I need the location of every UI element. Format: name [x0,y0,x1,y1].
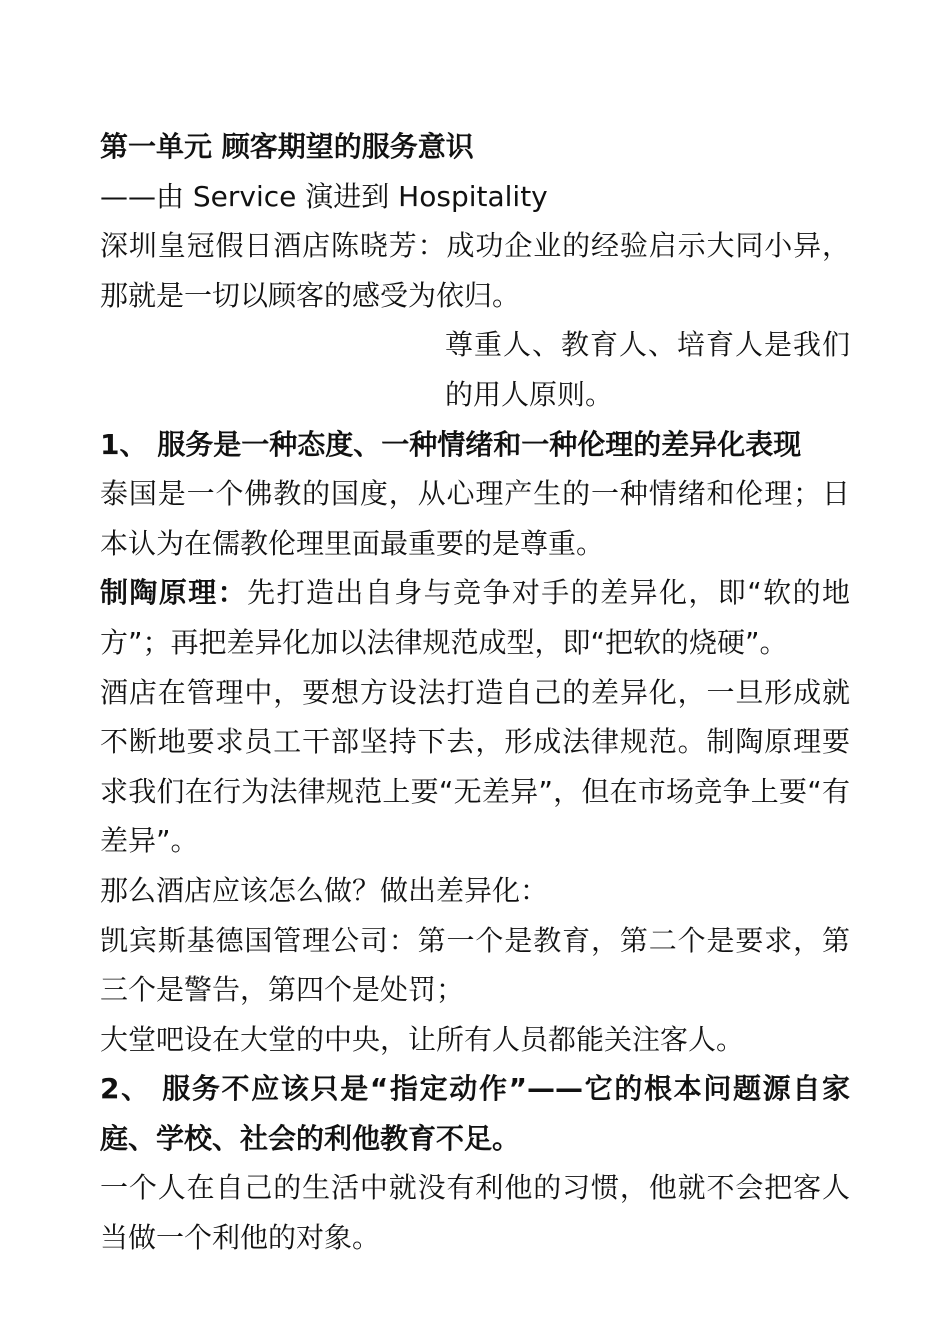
ceramic-principle-text: 先打造出自身与竞争对手的差异化，即“软的地方”；再把差异化加以法律规范成型，即“把软的烧硬”。 [100,576,850,659]
ceramic-principle-paragraph [100,568,850,667]
lobby-paragraph: 大堂吧设在大堂的中央，让所有人员都能关注客人。 [100,1022,745,1056]
document-page [100,122,850,1263]
section-2-heading: 2、 服务不应该只是“指定动作”——它的根本问题源自家庭、学校、社会的利他教育不足。 [100,1072,850,1155]
quote-paragraph: 深圳皇冠假日酒店陈晓芳：成功企业的经验启示大同小异，那就是一切以顾客的感受为依归。 [100,229,850,312]
section-1-paragraph: 泰国是一个佛教的国度，从心理产生的一种情绪和伦理；日本认为在儒教伦理里面最重要的是尊重。 [100,477,850,560]
section-1-heading: 1、 服务是一种态度、一种情绪和一种伦理的差异化表现 [100,427,802,461]
kempinski-paragraph: 凯宾斯基德国管理公司：第一个是教育，第二个是要求，第三个是警告，第四个是处罚； [100,923,850,1007]
section-2-paragraph: 一个人在自己的生活中就没有利他的习惯，他就不会把客人当做一个利他的对象。 [100,1171,850,1255]
unit-title: 第一单元 顾客期望的服务意识 [100,130,474,163]
hotel-management-paragraph: 酒店在管理中，要想方设法打造自己的差异化，一旦形成就不断地要求员工干部坚持下去，形成法律规范。制陶原理要求我们在行为法律规范上要“无差异”，但在市场竞争上要“有差异”。 [100,675,850,858]
principle-paragraph: 尊重人、教育人、培育人是我们的用人原则。 [445,328,850,411]
subtitle: ——由 Service 演进到 Hospitality [100,179,548,213]
question-paragraph: 那么酒店应该怎么做？做出差异化： [100,873,549,907]
ceramic-principle-label: 制陶原理： [100,576,248,610]
